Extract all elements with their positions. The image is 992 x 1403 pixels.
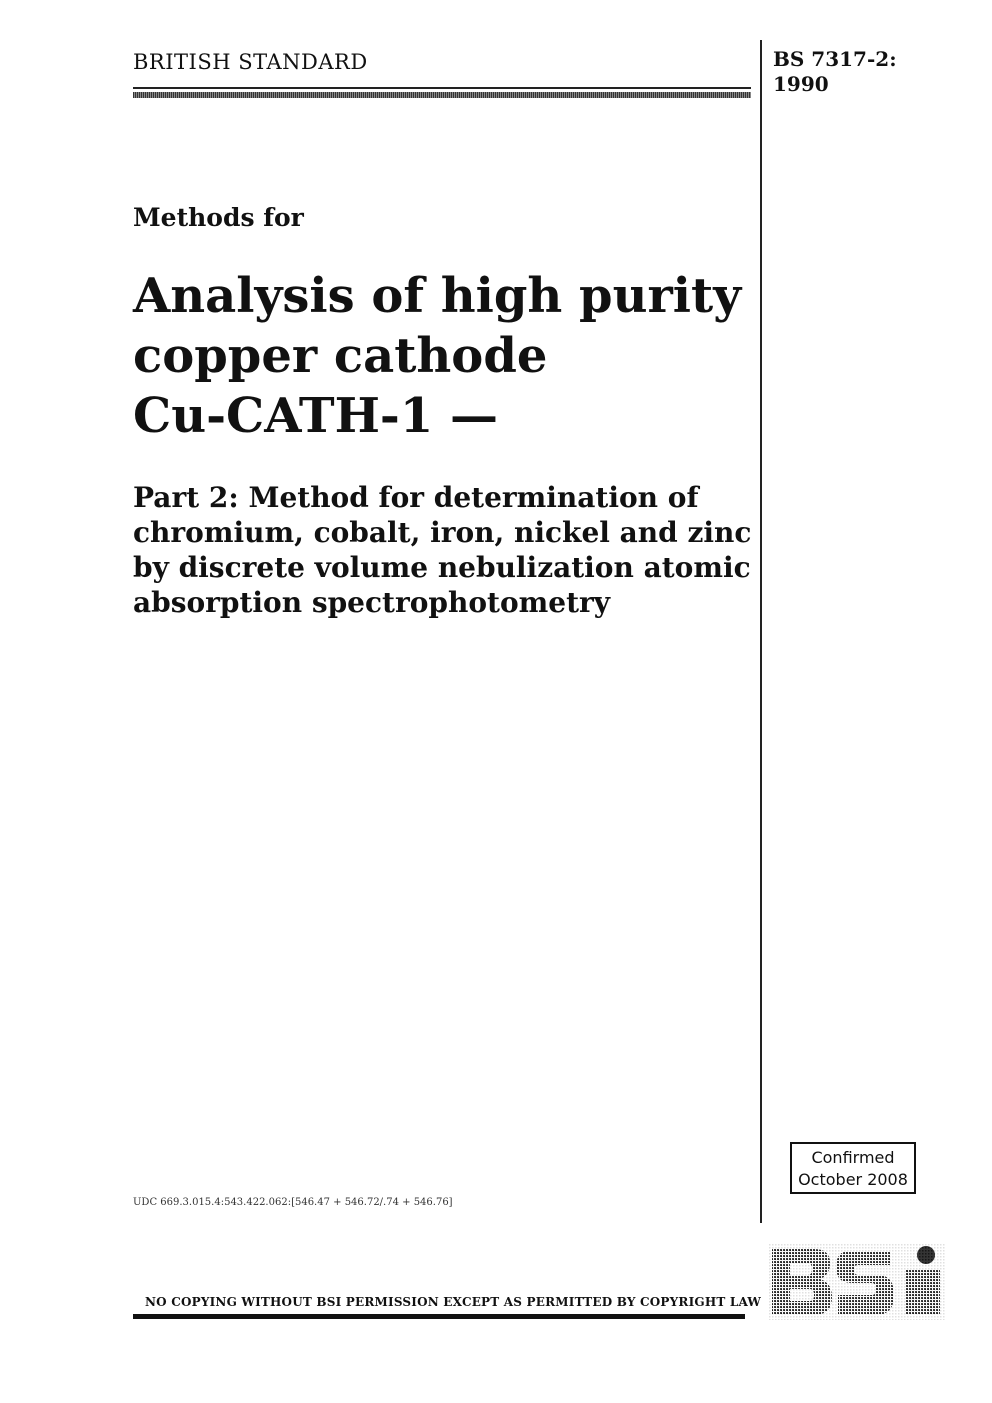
part-title-line: by discrete volume nebulization atomic — [133, 551, 751, 584]
header-rule — [133, 87, 751, 100]
confirmation-label: Confirmed — [811, 1148, 895, 1167]
main-title-line: Analysis of high purity — [133, 268, 742, 324]
main-title-line: copper cathode — [133, 328, 548, 384]
confirmation-date: October 2008 — [798, 1170, 908, 1189]
part-title-line: chromium, cobalt, iron, nickel and zinc — [133, 516, 752, 549]
part-title-line: Part 2: Method for determination of — [133, 481, 699, 514]
series-label: BRITISH STANDARD — [133, 50, 368, 74]
confirmation-stamp — [790, 1142, 916, 1194]
standard-number — [773, 47, 897, 97]
vertical-divider — [760, 40, 762, 1223]
part-title — [133, 480, 753, 620]
udc-classification: UDC 669.3.015.4:543.422.062:[546.47 + 546.72/.74 + 546.76] — [133, 1197, 453, 1208]
main-title — [133, 266, 753, 446]
footer-rule — [133, 1314, 745, 1319]
part-title-line: absorption spectrophotometry — [133, 586, 611, 619]
standard-number-year: 1990 — [773, 72, 829, 96]
main-title-line: Cu-CATH-1 — — [133, 388, 498, 444]
copyright-notice: NO COPYING WITHOUT BSI PERMISSION EXCEPT AS PERMITTED BY COPYRIGHT LAW — [145, 1295, 762, 1309]
standard-number-code: BS 7317-2: — [773, 47, 897, 71]
title-lead: Methods for — [133, 203, 304, 232]
bsi-logo-icon — [768, 1243, 946, 1320]
